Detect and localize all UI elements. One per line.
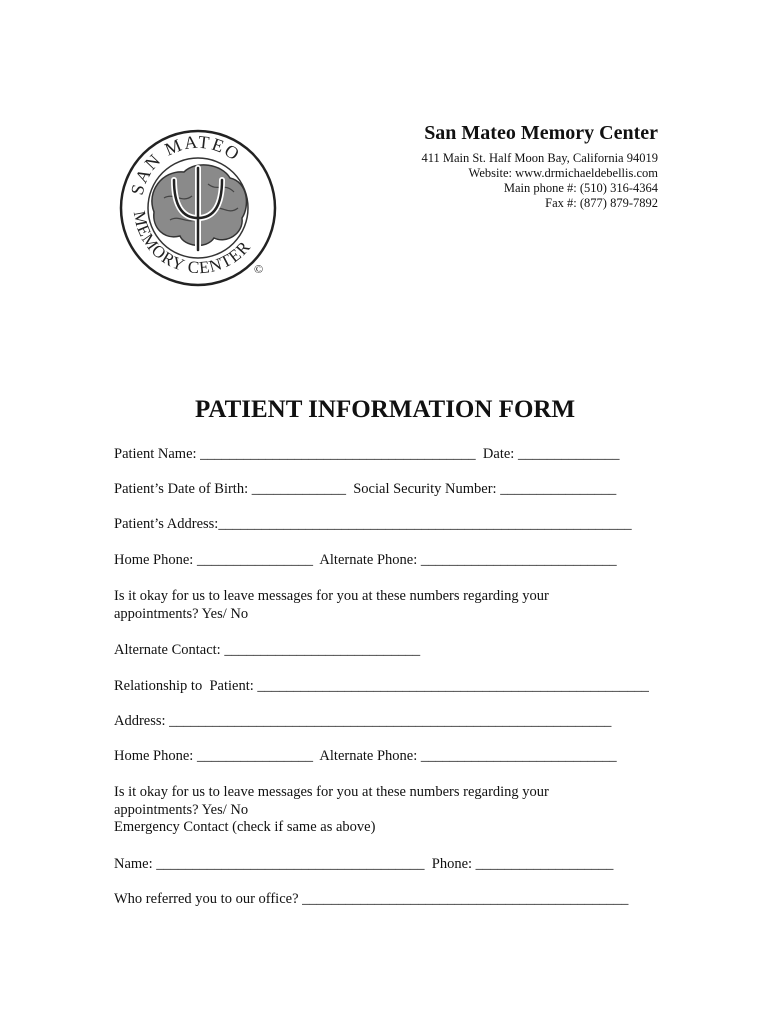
alt-message-question-line-2[interactable]: appointments? Yes/ No — [114, 801, 249, 818]
logo-bottom-text: MEMORY CENTER — [129, 209, 255, 278]
alternate-contact-field[interactable]: Alternate Contact: ___________________________ — [114, 642, 421, 658]
alt-message-permission-question — [114, 784, 549, 837]
letterhead — [421, 122, 658, 211]
referral-field[interactable]: Who referred you to our office? _____________________________________________ — [114, 891, 629, 907]
copyright-symbol: © — [254, 262, 264, 276]
logo — [114, 122, 284, 297]
alternate-address-field[interactable]: Address: _____________________________________________________________ — [114, 713, 612, 729]
message-permission-question — [114, 588, 549, 623]
message-question-line-2[interactable]: appointments? Yes/ No — [114, 605, 249, 622]
center-website: Website: www.drmichaeldebellis.com — [468, 166, 658, 180]
center-name: San Mateo Memory Center — [424, 122, 658, 144]
logo-top-text: SAN MATEO — [126, 131, 245, 197]
emergency-contact-label: Emergency Contact (check if same as above) — [114, 819, 376, 835]
patient-address-field[interactable]: Patient’s Address:_________________________________________________________ — [114, 516, 632, 532]
home-alternate-phone-field[interactable]: Home Phone: ________________ Alternate Phone: ___________________________ — [114, 552, 617, 568]
center-fax: Fax #: (877) 879-7892 — [545, 196, 658, 210]
emergency-name-phone-field[interactable]: Name: _____________________________________ Phone: ___________________ — [114, 856, 614, 872]
form-title: PATIENT INFORMATION FORM — [194, 396, 576, 423]
center-address: 411 Main St. Half Moon Bay, California 94019 — [421, 151, 658, 165]
dob-ssn-field[interactable]: Patient’s Date of Birth: _____________ Social Security Number: ________________ — [114, 481, 617, 497]
relationship-field[interactable]: Relationship to Patient: ______________________________________________________ — [114, 678, 649, 694]
message-question-line-1: Is it okay for us to leave messages for you at these numbers regarding your — [114, 588, 549, 604]
center-main-phone: Main phone #: (510) 316-4364 — [503, 181, 658, 195]
patient-name-date-field[interactable]: Patient Name: ______________________________________ Date: ______________ — [114, 446, 620, 462]
alternate-contact-phones-field[interactable]: Home Phone: ________________ Alternate Phone: ___________________________ — [114, 748, 617, 764]
alt-message-question-line-1: Is it okay for us to leave messages for you at these numbers regarding your — [114, 784, 549, 800]
